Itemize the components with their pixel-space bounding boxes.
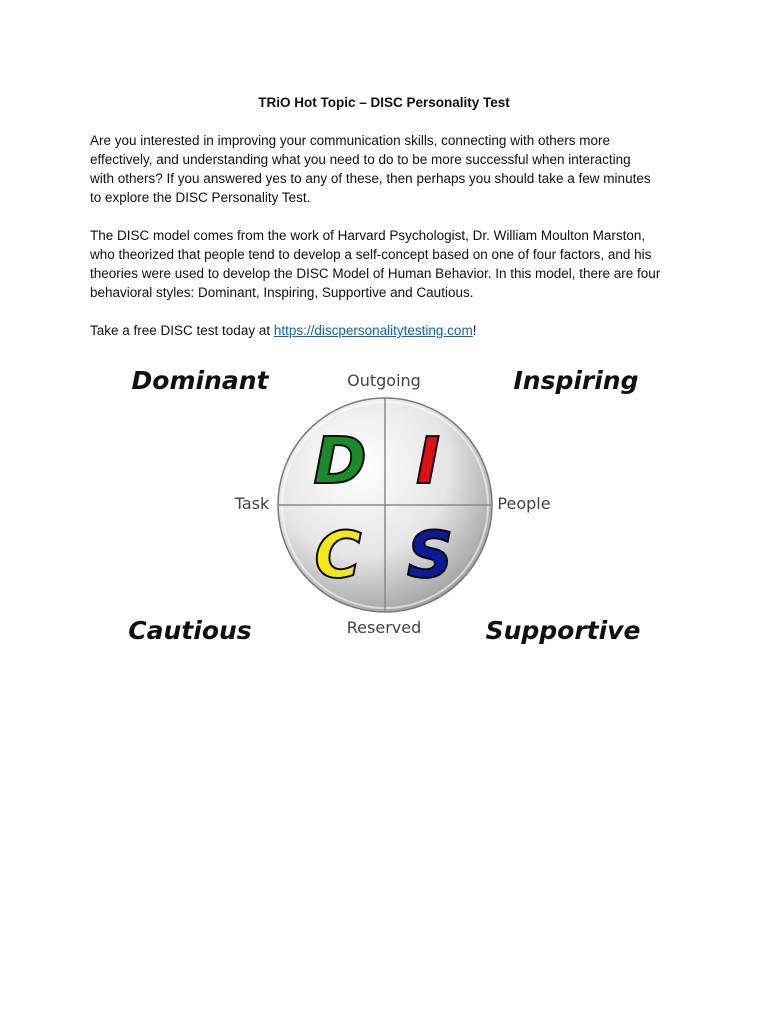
letter-i: I	[416, 425, 440, 499]
intro-paragraph	[90, 131, 690, 207]
people-label: People	[497, 494, 551, 513]
paragraph-line: effectively, and understanding what you need to do to be more successful when interacting	[90, 152, 631, 167]
cta-paragraph	[90, 321, 690, 340]
cta-suffix: !	[472, 323, 477, 338]
disc-diagram	[0, 360, 768, 660]
outgoing-label: Outgoing	[347, 371, 421, 390]
paragraph-line: who theorized that people tend to develop a self-concept based on one of four factors, and his	[90, 247, 652, 262]
paragraph-line: theories were used to develop the DISC Model of Human Behavior. In this model, there are four	[90, 266, 661, 281]
disc-diagram-svg	[0, 360, 768, 660]
letter-s: S	[406, 519, 454, 593]
task-label: Task	[234, 494, 270, 513]
paragraph-line: with others? If you answered yes to any of these, then perhaps you should take a few minutes	[90, 171, 651, 186]
paragraph-line: behavioral styles: Dominant, Inspiring, Supportive and Cautious.	[90, 285, 474, 300]
reserved-label: Reserved	[346, 618, 422, 637]
disc-test-link[interactable]: https://discpersonalitytesting.com	[273, 323, 473, 338]
paragraph-line: to explore the DISC Personality Test.	[90, 190, 311, 205]
cautious-label: Cautious	[128, 616, 252, 645]
model-paragraph	[90, 226, 690, 302]
dominant-label: Dominant	[131, 366, 269, 395]
cta-prefix: Take a free DISC test today at	[90, 323, 274, 338]
letter-d: D	[313, 425, 367, 499]
paragraph-line: Are you interested in improving your communication skills, connecting with others more	[90, 133, 610, 148]
inspiring-label: Inspiring	[513, 366, 639, 395]
supportive-label: Supportive	[485, 616, 641, 645]
letter-c: C	[314, 519, 362, 593]
paragraph-line: The DISC model comes from the work of Harvard Psychologist, Dr. William Moulton Marston,	[90, 228, 646, 243]
document-title: TRiO Hot Topic – DISC Personality Test	[258, 95, 510, 110]
